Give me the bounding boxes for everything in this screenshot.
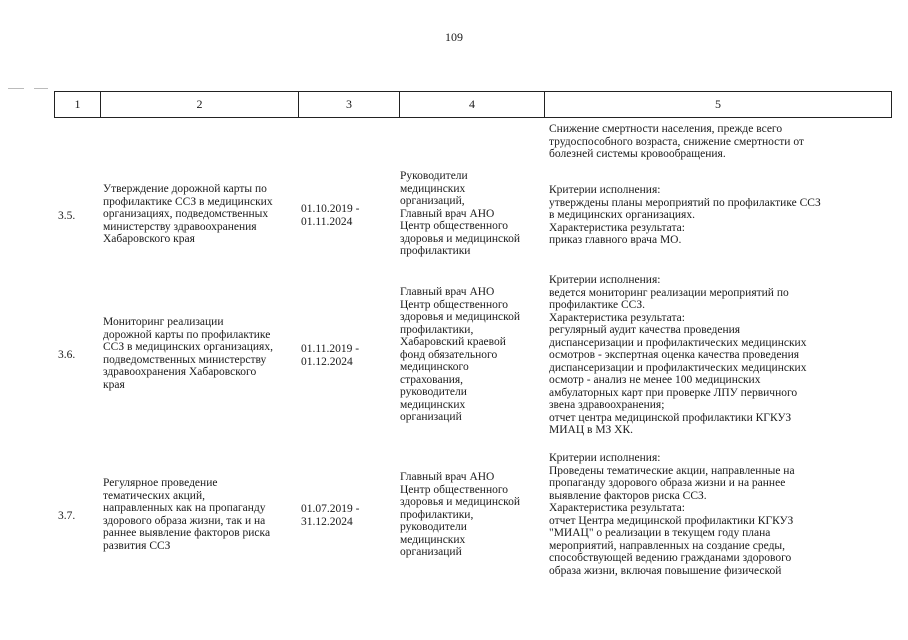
table-header-row (54, 91, 892, 118)
row-result: Критерии исполнения: ведется мониторинг реализации мероприятий по профилактике ССЗ. Характеристика результата: регулярный аудит качества проведения диспансеризации и профилактических медицинских осмотров - экспертная оценка качества проведения диспансеризации и профилактических медицинских осмотр - анализ не менее 100 медицинских амбулаторных карт при проверке ЛПУ первичного звена здравоохранения; отчет центра медицинской профилактики КГКУЗ МИАЦ в МЗ ХК. (549, 274, 807, 436)
row-activity-name: Утверждение дорожной карты по профилактике ССЗ в медицинских организациях, подведомственных министерству здравоохранения Хабаровского края (103, 183, 273, 245)
row-number: 3.7. (58, 510, 76, 522)
row-dates: 01.11.2019 - 01.12.2024 (301, 343, 360, 368)
row-activity-name: Мониторинг реализации дорожной карты по профилактике ССЗ в медицинских организациях, подведомственных министерству здравоохранения Хабаровского края (103, 316, 273, 391)
scan-artifact-mark (34, 88, 48, 89)
row-dates: 01.10.2019 - 01.11.2024 (301, 203, 360, 228)
header-col-3: 3 (299, 92, 400, 117)
row-result: Критерии исполнения: утверждены планы мероприятий по профилактике ССЗ в медицинских организациях. Характеристика результата: приказ главного врача МО. (549, 184, 821, 246)
continued-result-text: Снижение смертности населения, прежде всего трудоспособного возраста, снижение смертности от болезней системы кровообращения. (549, 123, 804, 160)
scan-artifact-mark (8, 88, 24, 89)
row-responsible: Руководители медицинских организаций, Главный врач АНО Центр общественного здоровья и медицинской профилактики (400, 170, 521, 257)
row-number: 3.5. (58, 210, 76, 222)
row-responsible: Главный врач АНО Центр общественного здоровья и медицинской профилактики, Хабаровский краевой фонд обязательного медицинского страхования, руководители медицинских организаций (400, 286, 521, 423)
header-col-5: 5 (715, 97, 721, 111)
header-col-4: 4 (400, 92, 545, 117)
page-number: 109 (445, 30, 463, 44)
header-col-1: 1 (55, 92, 101, 117)
row-number: 3.6. (58, 349, 76, 361)
row-dates: 01.07.2019 - 31.12.2024 (301, 503, 360, 528)
row-activity-name: Регулярное проведение тематических акций, направленных как на пропаганду здорового образа жизни, так и на раннее выявление факторов риска развития ССЗ (103, 477, 271, 552)
row-result: Критерии исполнения: Проведены тематические акции, направленные на пропаганду здорового образа жизни и на раннее выявление факторов риска ССЗ. Характеристика результата: отчет Центра медицинской профилактики КГКУЗ "МИАЦ" о реализации в текущем году плана мероприятий, направленных на создание среды, способствующей ведению гражданами здорового образа жизни, включая повышение физической (549, 452, 795, 577)
row-responsible: Главный врач АНО Центр общественного здоровья и медицинской профилактики, руководители медицинских организаций (400, 471, 521, 558)
header-col-2: 2 (101, 92, 299, 117)
